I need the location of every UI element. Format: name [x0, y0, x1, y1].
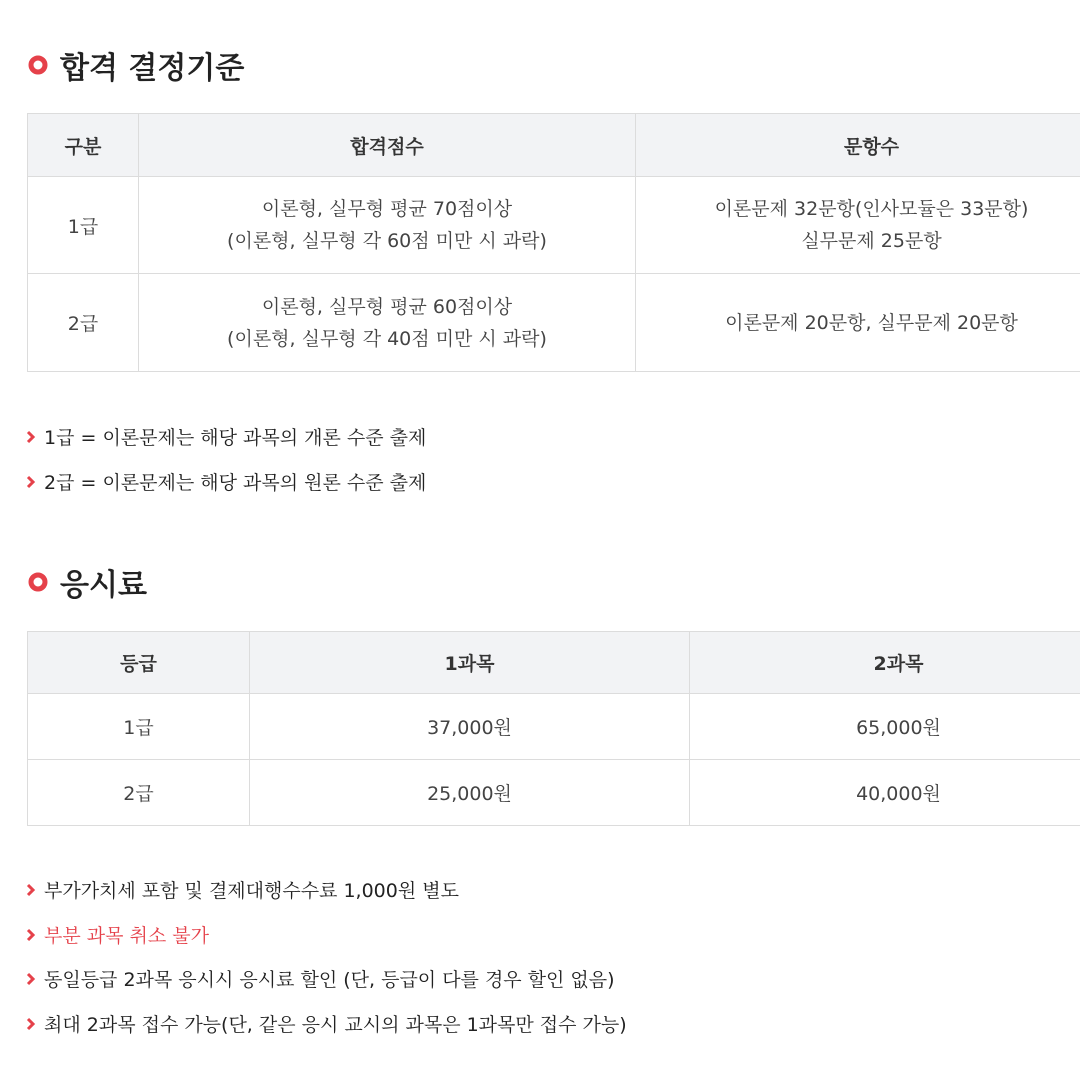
pass-notes-list	[26, 422, 426, 496]
table-row	[28, 177, 1080, 274]
note-text: 부가가치세 포함 및 결제대행수수료 1,000원 별도	[44, 880, 459, 902]
pass-criteria-title-text: 합격 결정기준	[60, 51, 245, 86]
score-line: (이론형, 실무형 각 40점 미만 시 과락)	[227, 327, 547, 350]
chevron-right-icon	[26, 972, 36, 986]
header-pass-score: 합격점수	[139, 114, 636, 177]
ring-bullet-icon	[28, 572, 48, 592]
score-line: 이론형, 실무형 평균 60점이상	[261, 295, 513, 318]
chevron-right-icon	[26, 883, 36, 897]
exam-fee-table	[27, 631, 1080, 826]
fee-one-cell: 37,000원	[250, 694, 690, 760]
grade-cell: 2급	[28, 274, 139, 372]
ring-bullet-icon	[28, 55, 48, 75]
chevron-right-icon	[26, 475, 36, 489]
chevron-right-icon	[26, 1017, 36, 1031]
note-text: 동일등급 2과목 응시시 응시료 할인 (단, 등급이 다를 경우 할인 없음)	[44, 969, 615, 991]
header-grade: 등급	[28, 632, 250, 694]
pass-criteria-title	[28, 43, 244, 87]
fee-two-cell: 40,000원	[690, 760, 1080, 826]
list-item	[26, 964, 627, 993]
count-line: 실무문제 25문항	[801, 230, 942, 252]
fee-notes-list	[26, 875, 627, 1038]
grade-cell: 1급	[28, 177, 139, 274]
count-line: 이론문제 20문항, 실무문제 20문항	[725, 311, 1018, 334]
count-line: 이론문제 32문항(인사모듈은 33문항)	[714, 198, 1029, 220]
note-text: 1급 = 이론문제는 해당 과목의 개론 수준 출제	[44, 427, 427, 449]
fee-one-cell: 25,000원	[250, 760, 690, 826]
count-cell	[636, 274, 1080, 372]
pass-criteria-table	[27, 113, 1080, 372]
note-text: 2급 = 이론문제는 해당 과목의 원론 수준 출제	[44, 472, 427, 494]
score-line: (이론형, 실무형 각 60점 미만 시 과락)	[227, 230, 547, 252]
grade-cell: 1급	[28, 694, 250, 760]
list-item	[26, 875, 627, 904]
note-text-warning: 부분 과목 취소 불가	[44, 925, 209, 947]
list-item	[26, 422, 426, 451]
count-cell	[636, 177, 1080, 274]
score-cell	[139, 177, 636, 274]
table-row	[28, 274, 1080, 372]
header-one-subject: 1과목	[250, 632, 690, 694]
table-header-row	[28, 632, 1080, 694]
table-header-row	[28, 114, 1080, 177]
table-row	[28, 694, 1080, 760]
exam-fee-title	[28, 560, 147, 604]
list-item	[26, 920, 627, 949]
note-text: 최대 2과목 접수 가능(단, 같은 응시 교시의 과목은 1과목만 접수 가능)	[44, 1014, 627, 1036]
score-line: 이론형, 실무형 평균 70점이상	[261, 198, 513, 220]
list-item	[26, 467, 426, 496]
chevron-right-icon	[26, 928, 36, 942]
fee-two-cell: 65,000원	[690, 694, 1080, 760]
table-row	[28, 760, 1080, 826]
score-cell	[139, 274, 636, 372]
chevron-right-icon	[26, 430, 36, 444]
header-question-count: 문항수	[636, 114, 1080, 177]
grade-cell: 2급	[28, 760, 250, 826]
header-category: 구분	[28, 114, 139, 177]
exam-fee-title-text: 응시료	[60, 568, 147, 603]
list-item	[26, 1009, 627, 1038]
header-two-subjects: 2과목	[690, 632, 1080, 694]
